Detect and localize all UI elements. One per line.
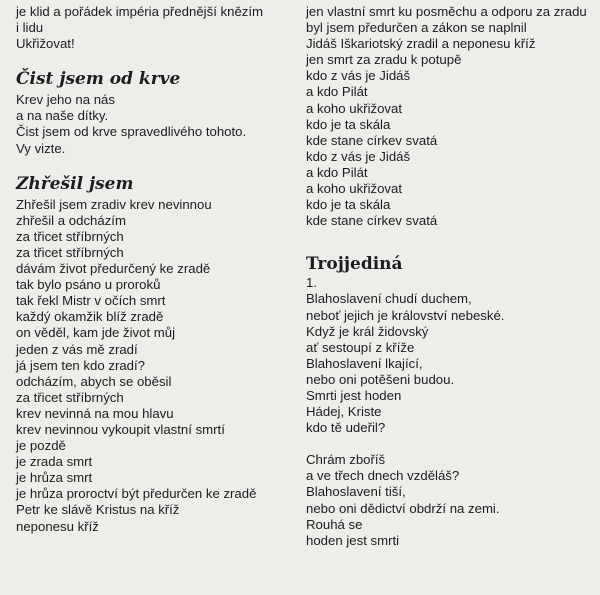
text-line: kdo z vás je Jidáš (306, 148, 411, 164)
text-line: jen smrt za zradu k potupě (306, 52, 462, 68)
continued-text (306, 4, 596, 229)
text-line: kdo je ta skála (306, 116, 391, 132)
section-title-cist-jsem: Čist jsem od krve (16, 69, 181, 90)
text-line: Čist jsem od krve spravedlivého tohoto. (16, 124, 247, 140)
spacer (16, 157, 286, 173)
text-line: jen vlastní smrt ku posměchu a odporu za zradu (306, 4, 587, 19)
text-line: tak řekl Mistr v očích smrt (16, 293, 166, 309)
left-column (16, 4, 286, 535)
text-line: za třicet stříbrných (16, 244, 124, 260)
text-line: a kdo Pilát (306, 164, 368, 180)
text-line: Zhřešil jsem zradiv krev nevinnou (16, 196, 212, 212)
text-line: Jidáš Iškariotský zradil a neponesu kříž (306, 36, 536, 52)
spacer (306, 245, 596, 253)
text-line: byl jsem předurčen a zákon se naplnil (306, 20, 527, 36)
text-line: Blahoslavení lkající, (306, 355, 423, 371)
text-line: nebo oni potěšeni budou. (306, 371, 455, 387)
text-line: Když je král židovský (306, 323, 429, 339)
text-line: tak bylo psáno u proroků (16, 277, 161, 293)
text-line: kdo z vás je Jidáš (306, 68, 411, 84)
text-line: Petr ke slávě Kristus na kříž (16, 502, 180, 518)
section-text-zhresil-jsem (16, 197, 286, 535)
text-line: a koho ukřižovat (306, 100, 403, 116)
text-line: Hádej, Kriste (306, 404, 382, 420)
spacer (306, 229, 596, 245)
text-line: kde stane církev svatá (306, 213, 438, 229)
stanza-2 (306, 452, 596, 549)
text-line: Smrti jest hoden (306, 387, 402, 403)
text-line: kdo tě udeřil? (306, 420, 386, 436)
text-line: jeden z vás mě zradí (16, 341, 138, 357)
section-text-cist-jsem (16, 92, 286, 156)
right-column (306, 4, 596, 549)
spacer (16, 52, 286, 68)
text-line: za třicet stříbrných (16, 389, 124, 405)
text-line: Blahoslavení tiší, (306, 484, 406, 500)
text-line: a ve třech dnech vzděláš? (306, 468, 460, 484)
text-line: a kdo Pilát (306, 84, 368, 100)
section-title-trojjedina: Trojjediná (306, 254, 403, 275)
text-line: i lidu (16, 20, 44, 36)
spacer (306, 436, 596, 452)
text-line: krev nevinnou vykoupit vlastní smrtí (16, 421, 225, 437)
text-line: a na naše dítky. (16, 108, 109, 124)
text-line: je pozdě (16, 438, 66, 454)
stanza-1 (306, 291, 596, 436)
text-line: Ukřižovat! (16, 36, 75, 52)
text-line: Blahoslavení chudí duchem, (306, 291, 472, 307)
section-title-zhresil-jsem: Zhřešil jsem (16, 173, 134, 194)
text-line: já jsem ten kdo zradí? (16, 357, 146, 373)
intro-text (16, 4, 286, 52)
text-line: Vy vizte. (16, 140, 66, 156)
text-line: Krev jeho na nás (16, 92, 115, 108)
text-line: a koho ukřižovat (306, 181, 403, 197)
text-line: ať sestoupí z kříže (306, 339, 415, 355)
text-line: je hrůza smrt (16, 470, 93, 486)
text-line: je hrůza proroctví být předurčen ke zradě (16, 486, 257, 502)
text-line: za třicet stříbrných (16, 228, 124, 244)
text-line: každý okamžik blíž zradě (16, 309, 164, 325)
section-number: 1. (306, 275, 317, 291)
text-line: neboť jejich je království nebeské. (306, 307, 505, 323)
text-line: Rouhá se (306, 516, 363, 532)
text-line: krev nevinná na mou hlavu (16, 405, 174, 421)
text-line: neponesu kříž (16, 518, 99, 534)
text-line: dávám život předurčený ke zradě (16, 261, 211, 277)
text-line: Chrám zboříš (306, 452, 386, 468)
text-line: kde stane církev svatá (306, 132, 438, 148)
text-line: zhřešil a odcházím (16, 212, 126, 228)
text-line: kdo je ta skála (306, 197, 391, 213)
text-line: hoden jest smrti (306, 532, 400, 548)
text-line: on věděl, kam jde život můj (16, 325, 176, 341)
text-line: nebo oni dědictví obdrží na zemi. (306, 500, 500, 516)
text-line: odcházím, abych se oběsil (16, 373, 172, 389)
text-line: je klid a pořádek impéria přednější knězím (16, 4, 264, 19)
text-line: je zrada smrt (16, 454, 93, 470)
